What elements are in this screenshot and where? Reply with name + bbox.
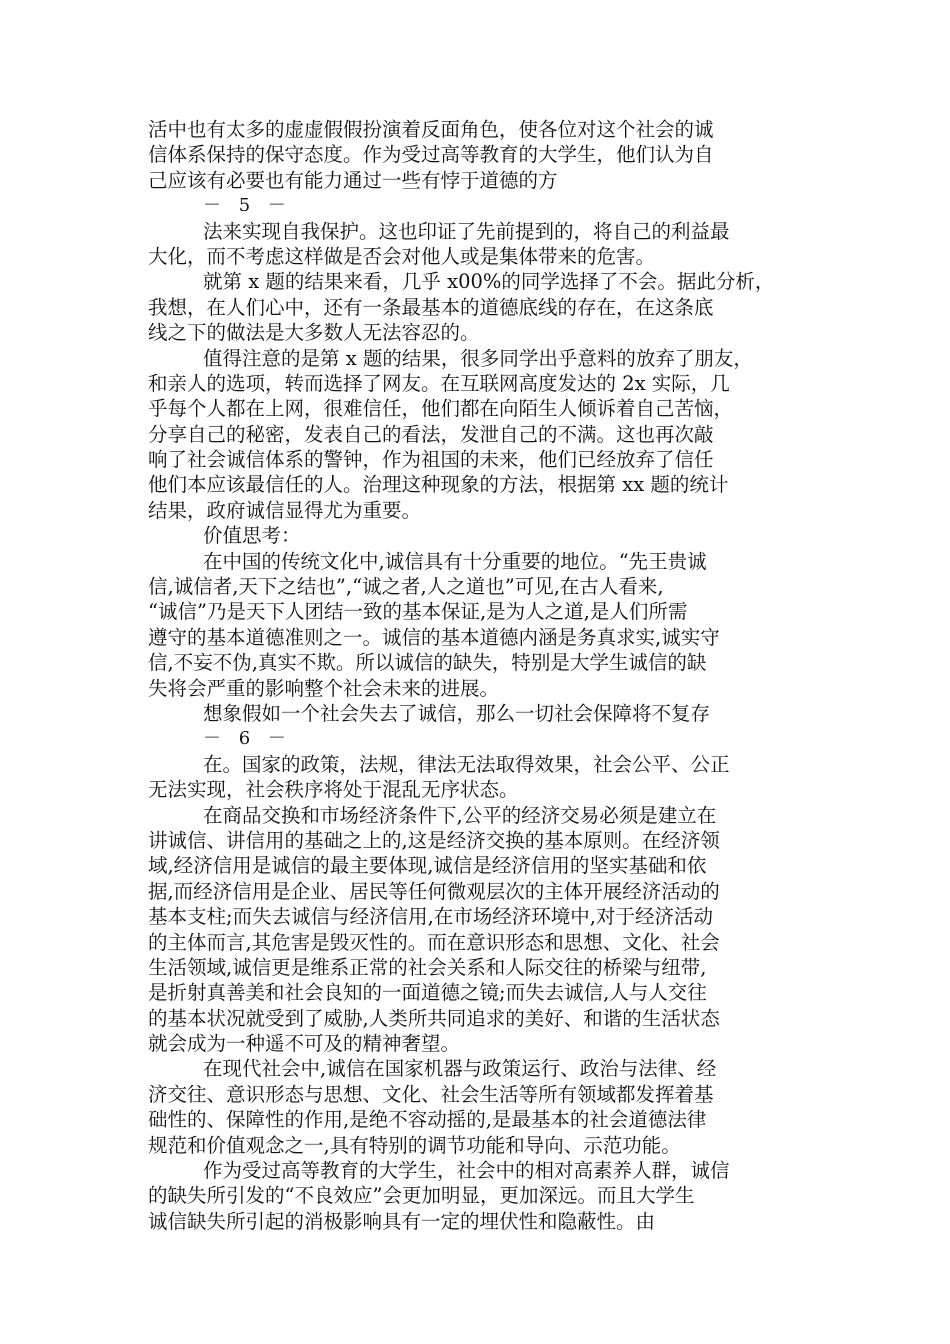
page-number: － 5 － (203, 195, 292, 217)
paragraph-first-line: 法来实现自我保护。这也印证了先前提到的，将自己的利益最 (203, 219, 730, 243)
text-line: 就会成为一种遥不可及的精神奢望。 (148, 1032, 461, 1056)
text-line: 域,经济信用是诚信的最主要体现,诚信是经济信用的坚实基础和依 (148, 854, 707, 878)
page-number: － 6 － (203, 728, 292, 750)
text-line: 规范和价值观念之一,具有特别的调节功能和导向、示范功能。 (148, 1133, 681, 1157)
text-line: 他们本应该最信任的人。治理这种现象的方法，根据第 xx 题的统计 (148, 473, 729, 497)
paragraph-first-line: 在商品交换和市场经济条件下,公平的经济交易必须是建立在 (203, 803, 717, 827)
text-line: 分享自己的秘密，发表自己的看法，发泄自己的不满。这也再次敲 (148, 422, 714, 446)
text-line: 是折射真善美和社会良知的一面道德之镜;而失去诚信,人与人交往 (148, 981, 707, 1005)
text-line: 生活领域,诚信更是维系正常的社会关系和人际交往的桥梁与纽带, (148, 955, 707, 979)
text-line: 响了社会诚信体系的警钟，作为祖国的未来，他们已经放弃了信任 (148, 448, 714, 472)
paragraph-first-line: 在中国的传统文化中,诚信具有十分重要的地位。“先王贵诚 (203, 549, 707, 573)
paragraph-first-line: 作为受过高等教育的大学生，社会中的相对高素养人群，诚信 (203, 1159, 730, 1183)
text-line: 的缺失所引发的“不良效应”会更加明显，更加深远。而且大学生 (148, 1184, 695, 1208)
text-line: 基本支柱;而失去诚信与经济信用,在市场经济环境中,对于经济活动 (148, 905, 713, 929)
text-line: 讲诚信、讲信用的基础之上的,这是经济交换的基本原则。在经济领 (148, 828, 720, 852)
text-line: 的基本状况就受到了威胁,人类所共同追求的美好、和谐的生活状态 (148, 1006, 720, 1030)
text-line: 失将会严重的影响整个社会未来的进展。 (148, 676, 500, 700)
text-line: 我想，在人们心中，还有一条最基本的道德底线的存在，在这条底 (148, 295, 714, 319)
text-line: 础性的、保障性的作用,是绝不容动摇的,是最基本的社会道德法律 (148, 1108, 707, 1132)
text-line: “诚信”乃是天下人团结一致的基本保证,是为人之道,是人们所需 (148, 600, 688, 624)
text-line: 大化，而不考虑这样做是否会对他人或是集体带来的危害。 (148, 244, 656, 268)
paragraph-first-line: 在现代社会中,诚信在国家机器与政策运行、政治与法律、经 (203, 1057, 717, 1081)
text-line: 济交往、意识形态与思想、文化、社会生活等所有领域都发挥着基 (148, 1082, 714, 1106)
text-line: 信,不妄不伪,真实不欺。所以诚信的缺失，特别是大学生诚信的缺 (148, 651, 707, 675)
text-line: 乎每个人都在上网，很难信任，他们都在向陌生人倾诉着自己苦恼， (148, 397, 734, 421)
paragraph-first-line: 想象假如一个社会失去了诚信，那么一切社会保障将不复存 (203, 701, 711, 725)
text-line: 活中也有太多的虚虚假假扮演着反面角色，使各位对这个社会的诚 (148, 118, 714, 141)
paragraph-first-line: 就第 x 题的结果来看，几乎 x00%的同学选择了不会。据此分析， (203, 270, 775, 294)
paragraph-first-line: 值得注意的是第 x 题的结果，很多同学出乎意料的放弃了朋友， (203, 346, 753, 370)
text-line: 结果，政府诚信显得尤为重要。 (148, 498, 422, 522)
text-line: 无法实现，社会秩序将处于混乱无序状态。 (148, 778, 519, 802)
text-line: 据,而经济信用是企业、居民等任何微观层次的主体开展经济活动的 (148, 879, 720, 903)
text-line: 信体系保持的保守态度。作为受过高等教育的大学生，他们认为自 (148, 143, 714, 167)
paragraph-first-line: 在。国家的政策，法规，律法无法取得效果，社会公平、公正 (203, 752, 730, 776)
document-body (148, 117, 810, 1234)
text-line: 己应该有必要也有能力通过一些有悖于道德的方 (148, 168, 558, 192)
text-line: 信,诚信者,天下之结也”,“诚之者,人之道也”可见,在古人看来, (148, 575, 664, 599)
text-line: 遵守的基本道德准则之一。诚信的基本道德内涵是务真求实,诚实守 (148, 625, 720, 649)
text-line: 的主体而言,其危害是毁灭性的。而在意识形态和思想、文化、社会 (148, 930, 720, 954)
text-line: 和亲人的选项，转而选择了网友。在互联网高度发达的 2x 实际，几 (148, 371, 730, 395)
text-line: 线之下的做法是大多数人无法容忍的。 (148, 321, 480, 345)
paragraph-first-line: 价值思考： (203, 524, 301, 548)
text-line: 诚信缺失所引起的消极影响具有一定的埋伏性和隐蔽性。由 (148, 1209, 656, 1233)
